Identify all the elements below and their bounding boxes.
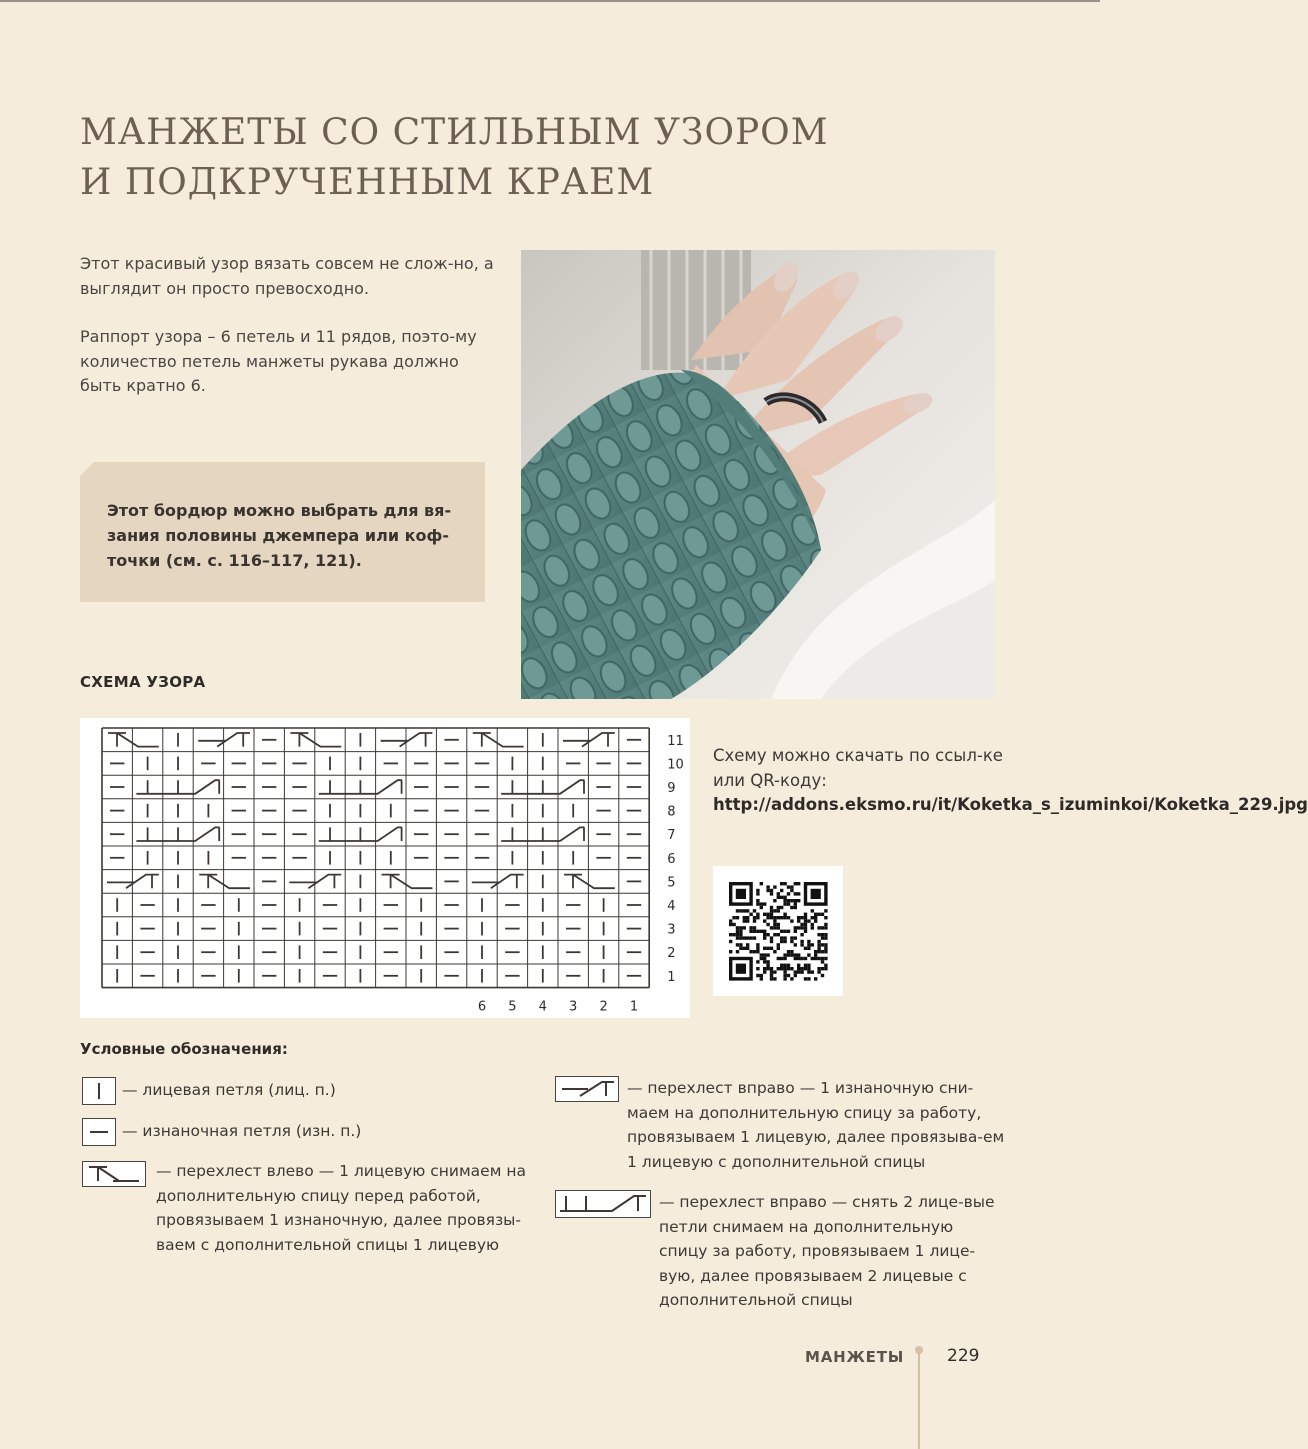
chart-column-label: 3 bbox=[569, 999, 578, 1015]
chart-row-label: 11 bbox=[667, 733, 684, 749]
pattern-chart-svg bbox=[80, 718, 690, 1018]
intro-text bbox=[80, 252, 500, 399]
chart-row-label: 7 bbox=[667, 828, 676, 844]
chart-cell-cr2 bbox=[501, 827, 584, 841]
chart-column-label: 1 bbox=[629, 999, 639, 1015]
legend-cross-right-1: — перехлест вправо — 1 изнаночную сни-маем на дополнительную спицу за работу, провязываем 1 лицевую, далее провязыва-ем 1 лицевую с дополнительной спицы bbox=[627, 1079, 1005, 1171]
chart-title: СХЕМА УЗОРА bbox=[80, 673, 206, 691]
chart-column-label: 2 bbox=[599, 999, 608, 1015]
title-line-2: И ПОДКРУЧЕННЫМ КРАЕМ bbox=[80, 162, 655, 203]
chart-grid bbox=[102, 728, 649, 988]
chart-cell-cr2 bbox=[319, 827, 402, 841]
chart-row-label: 2 bbox=[667, 946, 676, 962]
footer-section-name: МАНЖЕТЫ bbox=[805, 1348, 905, 1366]
chart-cell-cr2 bbox=[319, 780, 402, 794]
download-text: Схему можно скачать по ссыл-ке или QR-коду: bbox=[713, 746, 1003, 790]
chart-cell-cr2 bbox=[136, 780, 219, 794]
cuff-photo bbox=[521, 250, 995, 699]
chart-row-label: 5 bbox=[667, 875, 676, 891]
qr-code[interactable] bbox=[713, 866, 843, 996]
intro-paragraph-2: Раппорт узора – 6 петель и 11 рядов, поэто-му количество петель манжеты рукава должно быть кратно 6. bbox=[80, 327, 477, 395]
chart-cell-cl bbox=[564, 875, 615, 889]
chart-cell-cl bbox=[290, 733, 341, 747]
purl-symbol-icon bbox=[82, 1118, 116, 1146]
pattern-chart bbox=[80, 718, 690, 1018]
knit-symbol-icon bbox=[82, 1077, 116, 1105]
legend-purl: — изнаночная петля (изн. п.) bbox=[122, 1122, 362, 1140]
cross-left-symbol-icon bbox=[82, 1161, 146, 1187]
footer-divider bbox=[918, 1352, 920, 1449]
qr-code-image bbox=[713, 866, 843, 996]
page-title bbox=[80, 108, 980, 208]
cuff-photo-illustration bbox=[521, 250, 995, 699]
chart-cell-cl bbox=[382, 875, 433, 889]
chart-column-label: 6 bbox=[477, 999, 487, 1015]
chart-row-label: 8 bbox=[667, 804, 676, 820]
note-box bbox=[80, 462, 485, 602]
chart-row-label: 10 bbox=[667, 757, 684, 773]
legend-title: Условные обозначения: bbox=[80, 1040, 288, 1058]
note-text: Этот бордюр можно выбрать для вя-зания половины джемпера или коф-точки (см. с. 116–117, 121). bbox=[107, 501, 452, 570]
legend-cross-left: — перехлест влево — 1 лицевую снимаем на дополнительную спицу перед работой, провязываем 1 изнаночную, далее провязы-ваем с дополнительной спицы 1 лицевую bbox=[156, 1162, 526, 1254]
note-corner-fold bbox=[80, 462, 94, 476]
chart-row-label: 6 bbox=[667, 851, 676, 867]
chart-column-label: 4 bbox=[538, 999, 547, 1015]
legend-cross-right-2: — перехлест вправо — снять 2 лице-вые петли снимаем на дополнительную спицу за работу, провязываем 1 лице-вую, далее провязываем 2 лицевые с дополнительной спицы bbox=[659, 1193, 995, 1309]
cross-right-2-symbol-icon bbox=[555, 1190, 651, 1218]
intro-paragraph-1: Этот красивый узор вязать совсем не слож-но, а выглядит он просто превосходно. bbox=[80, 254, 494, 298]
chart-cell-cl bbox=[473, 733, 524, 747]
page-number: 229 bbox=[947, 1346, 980, 1366]
download-link[interactable]: http://addons.eksmo.ru/it/Koketka_s_izuminkoi/Koketka_229.jpg bbox=[713, 795, 1308, 814]
download-info bbox=[713, 744, 1308, 818]
chart-row-label: 3 bbox=[667, 922, 676, 938]
chart-cell-cl bbox=[199, 875, 250, 889]
chart-cell-cl bbox=[108, 733, 159, 747]
chart-column-label: 5 bbox=[508, 999, 517, 1015]
cross-right-1-symbol-icon bbox=[555, 1076, 619, 1102]
chart-row-label: 1 bbox=[667, 969, 676, 985]
legend-knit: — лицевая петля (лиц. п.) bbox=[122, 1081, 336, 1099]
title-line-1: МАНЖЕТЫ СО СТИЛЬНЫМ УЗОРОМ bbox=[80, 112, 829, 153]
chart-cell-cr2 bbox=[501, 780, 584, 794]
top-rule bbox=[0, 0, 1100, 2]
chart-row-label: 4 bbox=[667, 899, 676, 914]
chart-cell-cr2 bbox=[136, 827, 219, 841]
chart-row-label: 9 bbox=[667, 781, 676, 796]
footer-divider-dot bbox=[915, 1346, 923, 1354]
chart-cell-cr1 bbox=[563, 733, 615, 747]
